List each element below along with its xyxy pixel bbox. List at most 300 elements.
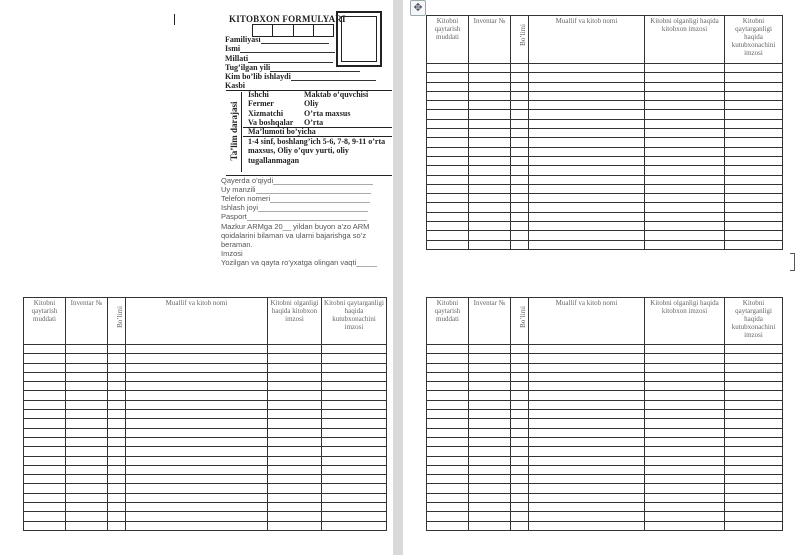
table-cell[interactable] [511, 410, 529, 419]
table-cell[interactable] [529, 231, 645, 240]
table-cell[interactable] [645, 231, 725, 240]
table-cell[interactable] [108, 410, 126, 419]
table-cell[interactable] [469, 363, 511, 372]
table-cell[interactable] [108, 521, 126, 530]
table-cell[interactable] [511, 64, 529, 73]
table-cell[interactable] [322, 428, 387, 437]
table-cell[interactable] [645, 166, 725, 175]
table-cell[interactable] [322, 372, 387, 381]
table-cell[interactable] [529, 391, 645, 400]
table-cell[interactable] [645, 428, 725, 437]
table-cell[interactable] [427, 138, 469, 147]
info-telefon[interactable]: Telefon nomeri [221, 194, 370, 203]
move-icon[interactable]: ✥ [410, 0, 426, 16]
table-cell[interactable] [511, 147, 529, 156]
table-cell[interactable] [66, 437, 108, 446]
table-cell[interactable] [511, 354, 529, 363]
table-cell[interactable] [469, 184, 511, 193]
table-cell[interactable] [469, 428, 511, 437]
table-cell[interactable] [268, 456, 322, 465]
table-cell[interactable] [66, 428, 108, 437]
table-cell[interactable] [511, 156, 529, 165]
table-cell[interactable] [24, 363, 66, 372]
table-cell[interactable] [529, 345, 645, 354]
table-cell[interactable] [725, 521, 783, 530]
table-cell[interactable] [725, 391, 783, 400]
table-cell[interactable] [427, 129, 469, 138]
table-cell[interactable] [529, 493, 645, 502]
table-cell[interactable] [511, 212, 529, 221]
table-cell[interactable] [725, 194, 783, 203]
table-cell[interactable] [66, 475, 108, 484]
table-cell[interactable] [645, 345, 725, 354]
table-cell[interactable] [126, 475, 268, 484]
table-cell[interactable] [529, 240, 645, 249]
table-cell[interactable] [529, 138, 645, 147]
table-cell[interactable] [108, 447, 126, 456]
table-cell[interactable] [645, 465, 725, 474]
table-cell[interactable] [427, 456, 469, 465]
table-cell[interactable] [511, 73, 529, 82]
table-cell[interactable] [66, 345, 108, 354]
table-cell[interactable] [469, 400, 511, 409]
table-cell[interactable] [108, 391, 126, 400]
table-cell[interactable] [645, 147, 725, 156]
table-cell[interactable] [322, 475, 387, 484]
table-cell[interactable] [529, 419, 645, 428]
table-cell[interactable] [24, 512, 66, 521]
table-cell[interactable] [126, 354, 268, 363]
table-cell[interactable] [469, 512, 511, 521]
table-cell[interactable] [322, 437, 387, 446]
table-cell[interactable] [427, 110, 469, 119]
table-cell[interactable] [645, 156, 725, 165]
field-millati[interactable]: Millati [225, 54, 333, 63]
table-cell[interactable] [469, 419, 511, 428]
table-cell[interactable] [469, 447, 511, 456]
table-cell[interactable] [469, 484, 511, 493]
table-cell[interactable] [427, 231, 469, 240]
table-cell[interactable] [469, 354, 511, 363]
table-cell[interactable] [511, 437, 529, 446]
table-cell[interactable] [529, 354, 645, 363]
table-cell[interactable] [268, 475, 322, 484]
table-cell[interactable] [268, 437, 322, 446]
table-cell[interactable] [645, 184, 725, 193]
table-cell[interactable] [108, 493, 126, 502]
table-cell[interactable] [126, 493, 268, 502]
table-cell[interactable] [511, 119, 529, 128]
table-cell[interactable] [126, 372, 268, 381]
table-cell[interactable] [645, 521, 725, 530]
table-cell[interactable] [126, 447, 268, 456]
table-cell[interactable] [427, 400, 469, 409]
table-cell[interactable] [427, 82, 469, 91]
table-cell[interactable] [24, 437, 66, 446]
field-familiyasi[interactable]: Familiyasi [225, 35, 329, 44]
table-cell[interactable] [511, 382, 529, 391]
table-cell[interactable] [108, 465, 126, 474]
table-cell[interactable] [322, 465, 387, 474]
table-cell[interactable] [108, 363, 126, 372]
table-cell[interactable] [529, 503, 645, 512]
table-cell[interactable] [126, 484, 268, 493]
table-cell[interactable] [725, 382, 783, 391]
table-cell[interactable] [268, 465, 322, 474]
table-cell[interactable] [427, 156, 469, 165]
table-cell[interactable] [427, 493, 469, 502]
table-cell[interactable] [108, 503, 126, 512]
field-kim-bolib-ishlaydi[interactable]: Kim bo’lib ishlaydi [225, 72, 376, 81]
table-cell[interactable] [126, 400, 268, 409]
table-cell[interactable] [511, 363, 529, 372]
table-cell[interactable] [725, 91, 783, 100]
table-cell[interactable] [24, 419, 66, 428]
table-cell[interactable] [427, 222, 469, 231]
table-cell[interactable] [24, 475, 66, 484]
table-cell[interactable] [427, 484, 469, 493]
table-cell[interactable] [469, 456, 511, 465]
table-cell[interactable] [645, 73, 725, 82]
table-cell[interactable] [645, 64, 725, 73]
table-cell[interactable] [66, 410, 108, 419]
table-cell[interactable] [66, 447, 108, 456]
table-cell[interactable] [645, 512, 725, 521]
table-cell[interactable] [427, 240, 469, 249]
table-cell[interactable] [725, 156, 783, 165]
table-cell[interactable] [427, 212, 469, 221]
table-cell[interactable] [126, 363, 268, 372]
table-cell[interactable] [126, 419, 268, 428]
table-cell[interactable] [24, 400, 66, 409]
table-cell[interactable] [427, 184, 469, 193]
table-cell[interactable] [725, 240, 783, 249]
table-cell[interactable] [725, 437, 783, 446]
table-cell[interactable] [427, 91, 469, 100]
table-cell[interactable] [529, 64, 645, 73]
table-cell[interactable] [469, 156, 511, 165]
table-cell[interactable] [511, 475, 529, 484]
table-cell[interactable] [645, 194, 725, 203]
table-cell[interactable] [108, 372, 126, 381]
table-cell[interactable] [645, 447, 725, 456]
table-cell[interactable] [469, 212, 511, 221]
table-cell[interactable] [108, 345, 126, 354]
table-cell[interactable] [126, 437, 268, 446]
table-cell[interactable] [322, 521, 387, 530]
table-cell[interactable] [469, 203, 511, 212]
table-cell[interactable] [126, 391, 268, 400]
table-cell[interactable] [268, 410, 322, 419]
table-cell[interactable] [126, 512, 268, 521]
table-cell[interactable] [725, 447, 783, 456]
table-cell[interactable] [268, 493, 322, 502]
table-cell[interactable] [66, 512, 108, 521]
table-cell[interactable] [268, 447, 322, 456]
table-cell[interactable] [529, 512, 645, 521]
table-cell[interactable] [268, 428, 322, 437]
table-cell[interactable] [529, 101, 645, 110]
table-cell[interactable] [529, 400, 645, 409]
table-cell[interactable] [645, 372, 725, 381]
table-cell[interactable] [268, 521, 322, 530]
table-cell[interactable] [645, 382, 725, 391]
table-cell[interactable] [529, 484, 645, 493]
table-cell[interactable] [529, 91, 645, 100]
table-cell[interactable] [24, 493, 66, 502]
table-cell[interactable] [427, 175, 469, 184]
table-cell[interactable] [108, 475, 126, 484]
table-cell[interactable] [427, 512, 469, 521]
table-cell[interactable] [469, 391, 511, 400]
table-cell[interactable] [725, 147, 783, 156]
table-cell[interactable] [126, 382, 268, 391]
table-cell[interactable] [725, 184, 783, 193]
table-cell[interactable] [511, 428, 529, 437]
table-cell[interactable] [529, 521, 645, 530]
table-cell[interactable] [725, 363, 783, 372]
table-cell[interactable] [427, 345, 469, 354]
table-cell[interactable] [511, 194, 529, 203]
table-cell[interactable] [24, 521, 66, 530]
table-cell[interactable] [645, 175, 725, 184]
table-cell[interactable] [529, 184, 645, 193]
table-cell[interactable] [24, 447, 66, 456]
table-cell[interactable] [427, 437, 469, 446]
table-cell[interactable] [322, 503, 387, 512]
table-cell[interactable] [645, 119, 725, 128]
table-cell[interactable] [268, 512, 322, 521]
table-cell[interactable] [469, 110, 511, 119]
table-cell[interactable] [511, 345, 529, 354]
table-cell[interactable] [427, 119, 469, 128]
table-cell[interactable] [268, 419, 322, 428]
table-cell[interactable] [469, 101, 511, 110]
table-cell[interactable] [529, 382, 645, 391]
table-cell[interactable] [645, 410, 725, 419]
table-cell[interactable] [529, 203, 645, 212]
table-cell[interactable] [645, 212, 725, 221]
table-cell[interactable] [469, 437, 511, 446]
table-cell[interactable] [469, 345, 511, 354]
table-cell[interactable] [529, 166, 645, 175]
table-cell[interactable] [529, 465, 645, 474]
table-cell[interactable] [427, 521, 469, 530]
table-cell[interactable] [469, 91, 511, 100]
table-cell[interactable] [725, 110, 783, 119]
table-cell[interactable] [24, 391, 66, 400]
table-cell[interactable] [725, 354, 783, 363]
table-cell[interactable] [469, 372, 511, 381]
table-cell[interactable] [427, 465, 469, 474]
info-uy-manzili[interactable]: Uy manzili [221, 185, 371, 194]
table-cell[interactable] [469, 129, 511, 138]
table-cell[interactable] [725, 410, 783, 419]
table-cell[interactable] [511, 166, 529, 175]
table-cell[interactable] [469, 147, 511, 156]
table-cell[interactable] [511, 447, 529, 456]
table-cell[interactable] [645, 110, 725, 119]
table-cell[interactable] [645, 203, 725, 212]
table-cell[interactable] [126, 465, 268, 474]
table-cell[interactable] [427, 147, 469, 156]
table-cell[interactable] [529, 119, 645, 128]
table-cell[interactable] [66, 400, 108, 409]
table-cell[interactable] [529, 437, 645, 446]
info-pasport[interactable]: Pasport [221, 212, 367, 221]
table-cell[interactable] [511, 101, 529, 110]
table-cell[interactable] [645, 138, 725, 147]
table-cell[interactable] [725, 456, 783, 465]
table-cell[interactable] [322, 391, 387, 400]
table-cell[interactable] [529, 363, 645, 372]
table-cell[interactable] [66, 382, 108, 391]
table-cell[interactable] [469, 64, 511, 73]
table-cell[interactable] [529, 372, 645, 381]
table-cell[interactable] [511, 222, 529, 231]
table-cell[interactable] [529, 110, 645, 119]
table-cell[interactable] [511, 372, 529, 381]
table-cell[interactable] [725, 175, 783, 184]
table-cell[interactable] [511, 484, 529, 493]
table-cell[interactable] [645, 363, 725, 372]
info-ishlash-joyi[interactable]: Ishlash joyi [221, 203, 368, 212]
table-cell[interactable] [24, 382, 66, 391]
table-cell[interactable] [24, 354, 66, 363]
table-cell[interactable] [529, 129, 645, 138]
table-cell[interactable] [645, 493, 725, 502]
table-cell[interactable] [511, 521, 529, 530]
table-cell[interactable] [529, 475, 645, 484]
table-cell[interactable] [725, 400, 783, 409]
table-cell[interactable] [469, 240, 511, 249]
table-cell[interactable] [511, 110, 529, 119]
table-cell[interactable] [511, 82, 529, 91]
table-cell[interactable] [268, 363, 322, 372]
table-cell[interactable] [66, 391, 108, 400]
table-cell[interactable] [725, 503, 783, 512]
table-cell[interactable] [469, 382, 511, 391]
table-cell[interactable] [322, 447, 387, 456]
table-cell[interactable] [322, 419, 387, 428]
table-cell[interactable] [66, 372, 108, 381]
table-cell[interactable] [126, 521, 268, 530]
table-cell[interactable] [469, 503, 511, 512]
table-cell[interactable] [126, 503, 268, 512]
table-cell[interactable] [529, 82, 645, 91]
table-cell[interactable] [268, 400, 322, 409]
table-cell[interactable] [529, 73, 645, 82]
table-cell[interactable] [725, 484, 783, 493]
table-cell[interactable] [24, 456, 66, 465]
table-cell[interactable] [469, 410, 511, 419]
table-cell[interactable] [126, 456, 268, 465]
table-cell[interactable] [427, 503, 469, 512]
table-cell[interactable] [108, 400, 126, 409]
table-cell[interactable] [126, 410, 268, 419]
table-cell[interactable] [427, 372, 469, 381]
table-cell[interactable] [645, 129, 725, 138]
table-cell[interactable] [725, 222, 783, 231]
table-cell[interactable] [66, 521, 108, 530]
table-cell[interactable] [725, 64, 783, 73]
table-cell[interactable] [66, 493, 108, 502]
table-cell[interactable] [427, 475, 469, 484]
table-cell[interactable] [511, 129, 529, 138]
table-cell[interactable] [469, 166, 511, 175]
table-cell[interactable] [725, 345, 783, 354]
table-cell[interactable] [529, 428, 645, 437]
table-cell[interactable] [469, 231, 511, 240]
table-cell[interactable] [511, 203, 529, 212]
table-cell[interactable] [427, 428, 469, 437]
table-cell[interactable] [725, 82, 783, 91]
table-cell[interactable] [322, 354, 387, 363]
info-qayerda-oqiydi[interactable]: Qayerda o’qiydi [221, 176, 373, 185]
table-cell[interactable] [529, 456, 645, 465]
table-cell[interactable] [427, 166, 469, 175]
table-cell[interactable] [66, 484, 108, 493]
field-ismi[interactable]: Ismi [225, 44, 335, 53]
table-cell[interactable] [66, 419, 108, 428]
table-cell[interactable] [725, 101, 783, 110]
table-cell[interactable] [511, 503, 529, 512]
table-cell[interactable] [24, 465, 66, 474]
table-cell[interactable] [24, 410, 66, 419]
table-cell[interactable] [322, 484, 387, 493]
table-cell[interactable] [469, 475, 511, 484]
table-cell[interactable] [322, 363, 387, 372]
table-cell[interactable] [529, 147, 645, 156]
table-cell[interactable] [469, 465, 511, 474]
field-tugilgan-yili[interactable]: Tug’ilgan yili [225, 63, 360, 72]
table-cell[interactable] [511, 138, 529, 147]
table-cell[interactable] [268, 372, 322, 381]
table-cell[interactable] [725, 138, 783, 147]
table-cell[interactable] [645, 475, 725, 484]
table-cell[interactable] [645, 240, 725, 249]
table-cell[interactable] [725, 166, 783, 175]
table-cell[interactable] [645, 101, 725, 110]
table-cell[interactable] [511, 175, 529, 184]
table-cell[interactable] [427, 382, 469, 391]
table-cell[interactable] [645, 437, 725, 446]
table-cell[interactable] [645, 419, 725, 428]
table-cell[interactable] [108, 456, 126, 465]
table-cell[interactable] [427, 64, 469, 73]
table-cell[interactable] [725, 203, 783, 212]
table-cell[interactable] [511, 456, 529, 465]
table-cell[interactable] [24, 372, 66, 381]
table-cell[interactable] [24, 484, 66, 493]
table-cell[interactable] [126, 428, 268, 437]
table-cell[interactable] [427, 363, 469, 372]
table-cell[interactable] [725, 73, 783, 82]
table-cell[interactable] [725, 419, 783, 428]
table-cell[interactable] [725, 119, 783, 128]
table-cell[interactable] [469, 194, 511, 203]
table-cell[interactable] [511, 465, 529, 474]
table-cell[interactable] [529, 175, 645, 184]
table-cell[interactable] [645, 391, 725, 400]
table-cell[interactable] [511, 184, 529, 193]
table-cell[interactable] [66, 465, 108, 474]
table-cell[interactable] [725, 493, 783, 502]
field-kasbi[interactable]: Kasbi [225, 81, 246, 90]
table-cell[interactable] [469, 222, 511, 231]
table-cell[interactable] [725, 129, 783, 138]
table-cell[interactable] [427, 391, 469, 400]
